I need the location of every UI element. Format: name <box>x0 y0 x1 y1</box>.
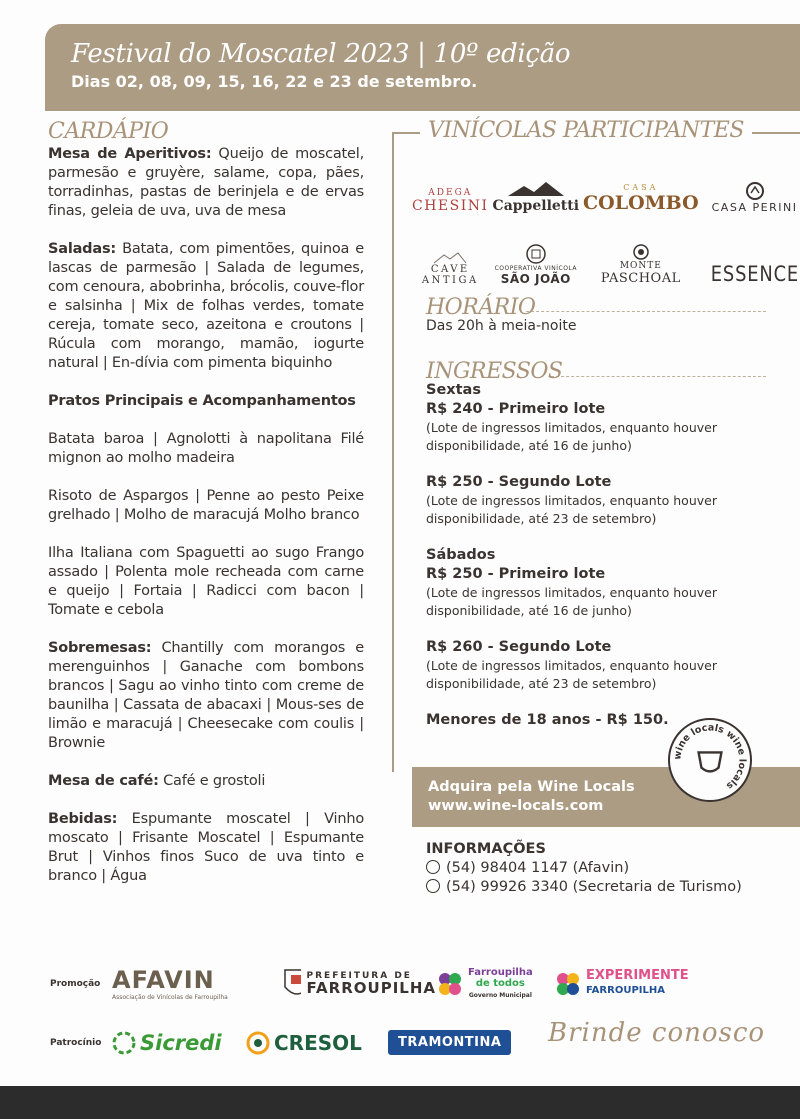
event-dates: Dias 02, 08, 09, 15, 16, 22 e 23 de setembro. <box>71 72 478 91</box>
sao-joao-top: COOPERATIVA VINÍCOLA <box>494 265 577 272</box>
brinde-script: Brinde conosco <box>548 1018 766 1048</box>
farroupilha-todos-sub: Governo Municipal <box>468 991 532 999</box>
wineries-title-wrap <box>420 118 752 143</box>
crest-icon <box>745 181 765 201</box>
cresol-icon <box>246 1031 270 1055</box>
header-banner <box>45 24 800 111</box>
promotion-row <box>50 966 689 1001</box>
menu-column <box>48 119 364 905</box>
price-note: (Lote de ingressos limitados, enquanto houver disponibilidade, até 23 de setembro) <box>426 493 717 526</box>
tickets-section <box>426 359 766 730</box>
pratos-group-2: Risoto de Aspargos | Penne ao pesto Peixe grelhado | Molho de maracujá Molho branco <box>48 488 364 523</box>
phone-text: (54) 99926 3340 (Secretaria de Turismo) <box>446 879 742 895</box>
contact-phone-2[interactable] <box>426 878 742 897</box>
chesini-name: CHESINI <box>412 198 489 214</box>
bebidas-text: Espumante moscatel | Vinho moscato | Frisante Moscatel | Espumante Brut | Vinhos finos Suco de uva tinto e branco | Água <box>48 811 364 884</box>
essence-name: ESSENCE <box>710 262 799 286</box>
wineries-title: VINÍCOLAS PARTICIPANTES <box>428 118 744 143</box>
menu-aperitivos <box>48 145 364 221</box>
wine-locals-badge <box>668 718 752 802</box>
schedule-text: Das 20h à meia-noite <box>426 318 577 334</box>
logo-cave-antiga <box>412 236 489 286</box>
aperitivos-text: Queijo de moscatel, parmesão e gruyère, salame, copa, pães, torradinhas, pastas de berinjela e de ervas finas, geleia de uva, uva de mesa <box>48 146 364 219</box>
cappelletti-name: Cappelletti <box>492 198 580 214</box>
farroupilha-todos-logo <box>436 967 554 1001</box>
menu-sobremesas <box>48 639 364 753</box>
afavin-sub: Associação de Vinícolas de Farroupilha <box>112 994 228 1001</box>
purchase-link[interactable]: www.wine-locals.com <box>428 798 604 814</box>
experimente-sub: FARROUPILHA <box>586 985 665 996</box>
cresol-name: CRESOL <box>274 1030 362 1055</box>
pratos-group-1: Batata baroa | Agnolotti à napolitana Filé mignon ao molho madeira <box>48 431 364 466</box>
medallion-icon <box>632 243 650 261</box>
fridays-label: Sextas <box>426 382 481 398</box>
sicredi-icon <box>112 1031 136 1055</box>
whatsapp-icon <box>426 860 440 874</box>
schedule-title: HORÁRIO <box>426 295 536 320</box>
sobremesas-text: Chantilly com morangos e merenguinhos | Ganache com bombons brancos | Sagu ao vinho tinto com creme de baunilha | Cassata de abacaxi | Mous-ses de limão e maracujá | Cheesecake com coulis | Brownie <box>48 640 364 751</box>
sobremesas-label: Sobremesas: <box>48 640 152 656</box>
logo-cappelletti <box>493 164 580 214</box>
prefeitura-top: PREFEITURA DE <box>306 971 412 981</box>
logo-casa-perini <box>703 164 800 214</box>
logo-sao-joao <box>493 236 580 286</box>
prefeitura-name: FARROUPILHA <box>306 979 436 997</box>
price-note: (Lote de ingressos limitados, enquanto houver disponibilidade, até 16 de junho) <box>426 585 717 618</box>
sicredi-name: Sicredi <box>140 1030 222 1055</box>
cave-antiga-name: CAVE ANTIGA <box>421 264 479 286</box>
castle-icon <box>430 250 470 264</box>
contact-phone-1[interactable] <box>426 859 742 878</box>
purchase-text: Adquira pela Wine Locals <box>428 779 635 795</box>
tramontina-logo <box>388 1030 511 1055</box>
winery-logos <box>412 164 799 286</box>
saturdays-label: Sábados <box>426 547 496 563</box>
city-crest-icon <box>282 967 301 1001</box>
svg-text:wine locals wine locals <box>672 722 747 791</box>
aperitivos-label: Mesa de Aperitivos: <box>48 146 212 162</box>
whatsapp-icon <box>426 879 440 893</box>
landscape-icon <box>506 180 566 198</box>
schedule-section <box>426 295 577 336</box>
experimente-logo <box>554 969 689 998</box>
monte-paschoal-top: MONTE <box>619 261 662 271</box>
tickets-saturdays-lot-2 <box>426 638 766 693</box>
tramontina-name: TRAMONTINA <box>388 1030 511 1055</box>
pratos-heading: Pratos Principais e Acompanhamentos <box>48 393 356 409</box>
bottom-bar <box>0 1086 800 1119</box>
price-note: (Lote de ingressos limitados, enquanto houver disponibilidade, até 23 de setembro) <box>426 658 717 691</box>
menu-saladas <box>48 240 364 373</box>
cafe-label: Mesa de café: <box>48 773 159 789</box>
colombo-top: CASA <box>623 183 659 192</box>
colorful-pinwheel-icon <box>554 970 582 998</box>
farroupilha-todos-top: Farroupilha <box>468 966 533 978</box>
phone-text: (54) 98404 1147 (Afavin) <box>446 860 630 876</box>
cafe-text: Café e grostoli <box>158 773 266 789</box>
logo-adega-chesini <box>412 164 489 214</box>
afavin-name: AFAVIN <box>112 966 215 994</box>
experimente-top: EXPERIMENTE <box>586 968 689 983</box>
tickets-title: INGRESSOS <box>426 359 563 384</box>
colombo-name: COLOMBO <box>583 192 699 214</box>
sponsorship-row <box>50 1030 511 1055</box>
price-label: R$ 250 - Primeiro lote <box>426 566 606 582</box>
menu-title: CARDÁPIO <box>48 119 169 144</box>
price-label: R$ 240 - Primeiro lote <box>426 401 606 417</box>
prefeitura-logo <box>282 967 436 1001</box>
badge-text: wine locals wine locals <box>672 722 748 792</box>
menu-cafe <box>48 772 364 791</box>
price-label: R$ 250 - Segundo Lote <box>426 474 612 490</box>
saladas-text: Batata, com pimentões, quinoa e lascas de parmesão | Salada de legumes, com cenoura, abobrinha, brócolis, couve-flor e salsinha | Mix de folhas verdes, tomate cereja, tomate seco, azeitona e croutons | Rúcula com morango, mamão, iogurte natural | En-dívia com pimenta biquinho <box>48 241 364 371</box>
menu-bebidas <box>48 810 364 886</box>
sicredi-logo <box>112 1031 246 1055</box>
tickets-fridays-lot-1 <box>426 381 766 455</box>
perini-name: CASA PERINI <box>711 201 798 214</box>
tickets-fridays-lot-2 <box>426 473 766 528</box>
sao-joao-name: SÃO JOÃO <box>500 272 571 286</box>
price-label: R$ 260 - Segundo Lote <box>426 639 612 655</box>
promotion-label: Promoção <box>50 978 101 989</box>
contact-title: INFORMAÇÕES <box>426 841 546 857</box>
logo-casa-colombo <box>583 164 699 214</box>
monte-paschoal-name: PASCHOAL <box>600 271 681 286</box>
page-title: Festival do Moscatel 2023 | 10º edição <box>71 39 571 69</box>
chesini-top: ADEGA <box>428 188 473 198</box>
wine-glass-icon <box>699 752 722 771</box>
logo-monte-paschoal <box>583 236 699 286</box>
saladas-label: Saladas: <box>48 241 116 257</box>
colorful-flower-icon <box>436 970 464 998</box>
sponsorship-label: Patrocínio <box>50 1037 102 1048</box>
afavin-logo <box>112 966 282 1001</box>
pratos-group-3: Ilha Italiana com Spaguetti ao sugo Frango assado | Polenta mole recheada com carne e queijo | Fortaia | Radicci com bacon | Tomate e cebola <box>48 545 364 618</box>
logo-essence <box>703 236 800 286</box>
contact-section <box>426 840 742 897</box>
price-note: (Lote de ingressos limitados, enquanto houver disponibilidade, até 16 de junho) <box>426 420 717 453</box>
cooperative-crest-icon <box>525 243 547 265</box>
tickets-saturdays-lot-1 <box>426 546 766 620</box>
cresol-logo <box>246 1031 388 1055</box>
minors-price: Menores de 18 anos - R$ 150. <box>426 712 669 728</box>
bebidas-label: Bebidas: <box>48 811 118 827</box>
farroupilha-todos-mid: de todos <box>475 977 525 989</box>
